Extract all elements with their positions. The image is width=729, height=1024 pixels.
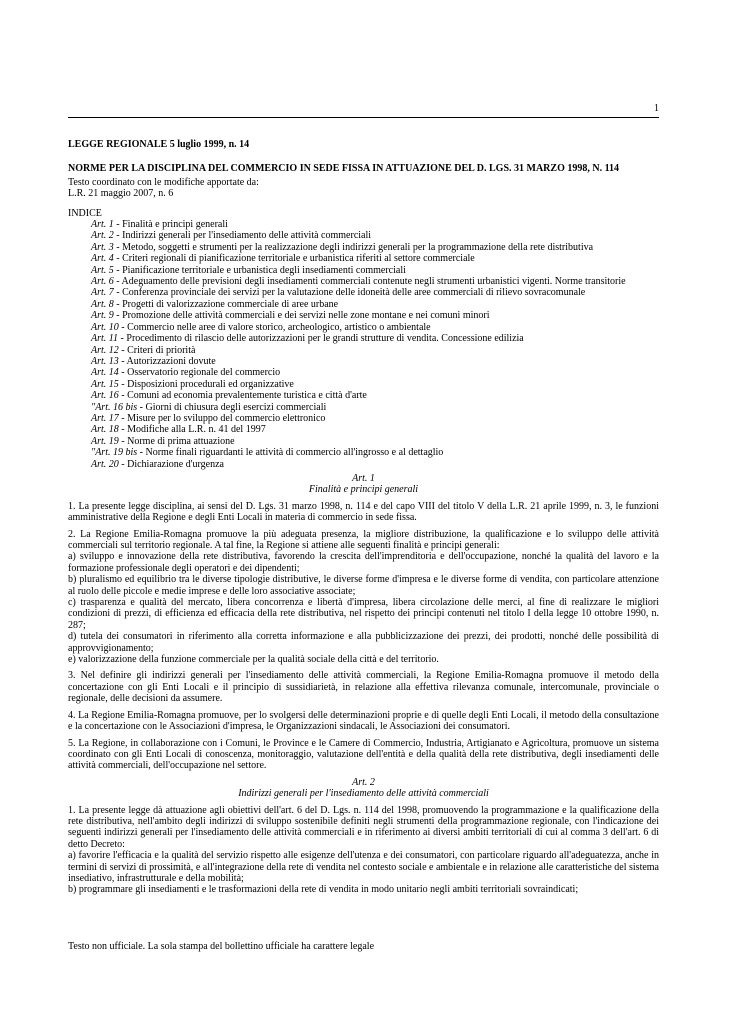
index-item: [91, 230, 659, 241]
article-1-paragraph-5: 5. La Regione, in collaborazione con i Comuni, le Province e le Camere di Commercio, Industria, Artigianato e Agricoltura, promuove un sistema coordinato con gli Enti Locali di conoscenza, monitoraggio, valutazione dell'entità e della qualità della rete distributiva, degli insediamenti delle attività commerciali, dell'occupazione nel settore.: [68, 737, 659, 772]
index-article-number: Art. 19: [91, 435, 119, 447]
index-article-number: Art. 11: [91, 333, 119, 345]
index-article-title: - Modifiche alla L.R. n. 41 del 1997: [118, 424, 266, 436]
index-article-number: Art. 2: [91, 230, 114, 242]
coordination-note: Testo coordinato con le modifiche apportate da:: [68, 176, 259, 188]
index-article-number: Art. 12: [91, 344, 119, 356]
index-article-number: Art. 15: [91, 378, 119, 390]
index-item: [91, 379, 659, 390]
index-article-number: Art. 8: [91, 298, 114, 310]
law-title: LEGGE REGIONALE 5 luglio 1999, n. 14: [68, 139, 250, 150]
index-article-number: Art. 16: [91, 390, 119, 402]
index-article-title: - Pianificazione territoriale e urbanistica degli insediamenti commerciali: [113, 264, 406, 276]
index-article-number: Art. 10: [91, 321, 119, 333]
index-item: [91, 459, 659, 470]
index-article-number: Art. 9: [91, 310, 114, 322]
index-item: [91, 287, 659, 298]
index-article-number: Art. 6: [91, 276, 114, 288]
index-item: [91, 402, 659, 413]
index-item: [91, 413, 659, 424]
index-article-number: "Art. 16 bis: [91, 401, 138, 413]
index-article-title: - Adeguamento delle previsioni degli insediamenti commerciali contenute negli strumenti urbanistici vigenti. Norme transitorie: [113, 276, 626, 288]
index-article-number: Art. 14: [91, 367, 119, 379]
index-article-number: Art. 20: [91, 458, 119, 470]
index-list: [68, 219, 659, 470]
index-article-number: "Art. 19 bis: [91, 447, 138, 459]
article-1-title: Art. 1: [352, 472, 375, 484]
index-article-title: - Progetti di valorizzazione commerciale di aree urbane: [113, 298, 339, 310]
paragraph-intro: 1. La presente legge dà attuazione agli obiettivi dell'art. 6 del D. Lgs. n. 114 del 1998, promuovendo la programmazione e la qualificazione della rete distributiva, nell'ambito degli indirizzi di sviluppo sostenibile definiti negli strumenti della programmazione regionale, con l'indicazione dei seguenti indirizzi generali per l'insediamento delle attività commerciali e in riferimento ai diversi ambiti territoriali di cui al comma 3 dell'art. 6 di detto Decreto:: [68, 804, 659, 850]
index-item: [91, 367, 659, 378]
index-article-title: - Metodo, soggetti e strumenti per la realizzazione degli indirizzi generali per la programmazione della rete distributiva: [113, 241, 594, 253]
index-item: [91, 219, 659, 230]
index-article-title: - Giorni di chiusura degli esercizi commerciali: [137, 401, 327, 413]
index-article-title: - Finalità e principi generali: [113, 219, 228, 231]
index-article-title: - Norme finali riguardanti le attività di commercio all'ingrosso e al dettaglio: [137, 447, 444, 459]
index-article-number: Art. 13: [91, 355, 119, 367]
index-article-title: - Disposizioni procedurali ed organizzative: [118, 378, 294, 390]
index-article-number: Art. 17: [91, 412, 119, 424]
index-item: [91, 276, 659, 287]
index-item: [91, 345, 659, 356]
index-item: [91, 356, 659, 367]
index-article-title: - Osservatorio regionale del commercio: [118, 367, 281, 379]
amendment-reference: L.R. 21 maggio 2007, n. 6: [68, 188, 174, 200]
article-1-paragraph-2: [68, 529, 659, 666]
article-1-subtitle: Finalità e principi generali: [308, 484, 419, 496]
index-item: [91, 436, 659, 447]
article-1-paragraph-4: 4. La Regione Emilia-Romagna promuove, per lo svolgersi delle determinazioni proprie e di quelle degli Enti Locali, il metodo della consultazione e la concertazione con le Associazioni d'impresa, le Organizzazioni sindacali, le Associazioni dei consumatori.: [68, 709, 659, 733]
index-item: [91, 299, 659, 310]
index-article-number: Art. 18: [91, 424, 119, 436]
index-article-number: Art. 3: [91, 241, 114, 253]
index-item: [91, 310, 659, 321]
index-article-title: - Criteri regionali di pianificazione territoriale e urbanistica riferiti al settore commerciale: [113, 253, 475, 265]
paragraph-item-a: a) sviluppo e innovazione della rete distributiva, favorendo la crescita dell'imprenditoria e dell'occupazione, nonché la qualità del lavoro e la formazione professionale degli operatori e dei dipendenti;: [68, 551, 659, 574]
index-item: [91, 242, 659, 253]
paragraph-item-a: a) favorire l'efficacia e la qualità del servizio rispetto alle esigenze dell'utenza e dei consumatori, con particolare riguardo all'adeguatezza, anche in termini di servizi di prossimità, e all'integrazione della rete di vendita nel contesto sociale e ambientale e in relazione alle caratteristiche del sistema insediativo, infrastrutturale e della mobilità;: [68, 850, 659, 884]
index-article-number: Art. 7: [91, 287, 114, 299]
index-item: [91, 424, 659, 435]
article-1-paragraph-3: 3. Nel definire gli indirizzi generali per l'insediamento delle attività commerciali, la Regione Emilia-Romagna promuove il metodo della concertazione con gli Enti Locali e il principio di sussidiarietà, in relazione alla effettiva rilevanza comunale, intercomunale, provinciale o regionale, delle decisioni da assumere.: [68, 670, 659, 705]
paragraph-item-b: b) pluralismo ed equilibrio tra le diverse tipologie distributive, le diverse forme d'impresa e le diverse forme di vendita, con particolare attenzione al ruolo delle piccole e medie imprese e delle loro associative associate;: [68, 574, 659, 597]
paragraph-item-d: d) tutela dei consumatori in riferimento alla corretta informazione e alla pubblicizzazione dei prezzi, dei prodotti, nonché delle possibilità di approvvigionamento;: [68, 631, 659, 654]
index-article-title: - Autorizzazioni dovute: [118, 355, 216, 367]
index-item: [91, 447, 659, 458]
index-article-title: - Norme di prima attuazione: [118, 435, 235, 447]
index-item: [91, 333, 659, 344]
header-rule: [68, 117, 659, 118]
index-item: [91, 322, 659, 333]
index-item: [91, 253, 659, 264]
index-article-title: - Conferenza provinciale dei servizi per la valutazione delle idoneità delle aree commerciali di rilievo sovracomunale: [113, 287, 586, 299]
article-2-title: Art. 2: [352, 776, 375, 788]
index-article-number: Art. 1: [91, 219, 114, 231]
index-article-title: - Procedimento di rilascio delle autorizzazioni per le grandi strutture di vendita. Concessione edilizia: [118, 333, 524, 345]
index-article-title: - Comuni ad economia prevalentemente turistica e città d'arte: [118, 390, 367, 402]
index-article-title: - Misure per lo sviluppo del commercio elettronico: [118, 412, 326, 424]
paragraph-item-c: c) trasparenza e qualità del mercato, libera concorrenza e libertà d'impresa, libera circolazione delle merci, al fine di realizzare le migliori condizioni di prezzi, di efficienza ed efficacia della rete distributiva, nel rispetto dei principi contenuti nel titolo I della legge 10 ottobre 1990, n. 287;: [68, 597, 659, 631]
index-article-title: - Commercio nelle aree di valore storico, archeologico, artistico o ambientale: [118, 321, 431, 333]
index-article-title: - Dichiarazione d'urgenza: [118, 458, 224, 470]
unofficial-text-notice: Testo non ufficiale. La sola stampa del bollettino ufficiale ha carattere legale: [68, 941, 375, 952]
article-2-subtitle: Indirizzi generali per l'insediamento delle attività commerciali: [238, 788, 489, 800]
index-article-title: - Criteri di priorità: [118, 344, 196, 356]
page-number: 1: [654, 103, 659, 114]
article-2-paragraph-1: [68, 805, 659, 896]
paragraph-item-b: b) programmare gli insediamenti e le trasformazioni della rete di vendita in modo unitario negli ambiti territoriali sovraindicati;: [68, 884, 579, 896]
index-item: [91, 265, 659, 276]
index-item: [91, 390, 659, 401]
law-subtitle: NORME PER LA DISCIPLINA DEL COMMERCIO IN SEDE FISSA IN ATTUAZIONE DEL D. LGS. 31 MARZO 1998, N. 114: [68, 163, 620, 175]
index-article-title: - Indirizzi generali per l'insediamento delle attività commerciali: [113, 230, 372, 242]
paragraph-intro: 2. La Regione Emilia-Romagna promuove la più adeguata presenza, la migliore distribuzione, la qualificazione e lo sviluppo delle attività commerciali sul territorio regionale. A tal fine, la Regione si attiene alle seguenti finalità e principi generali:: [68, 528, 659, 551]
index-heading: INDICE: [68, 207, 102, 219]
index-article-number: Art. 4: [91, 253, 114, 265]
index-article-number: Art. 5: [91, 264, 114, 276]
article-1-paragraph-1: 1. La presente legge disciplina, ai sensi del D. Lgs. 31 marzo 1998, n. 114 e del capo VIII del titolo V della L.R. 21 aprile 1999, n. 3, le funzioni amministrative della Regione e degli Enti Locali in materia di commercio in sede fissa.: [68, 500, 659, 524]
index-article-title: - Promozione delle attività commerciali e dei servizi nelle zone montane e nei comuni minori: [113, 310, 490, 322]
paragraph-item-e: e) valorizzazione della funzione commerciale per la qualità sociale della città e del territorio.: [68, 654, 439, 666]
document-body: [68, 139, 659, 901]
